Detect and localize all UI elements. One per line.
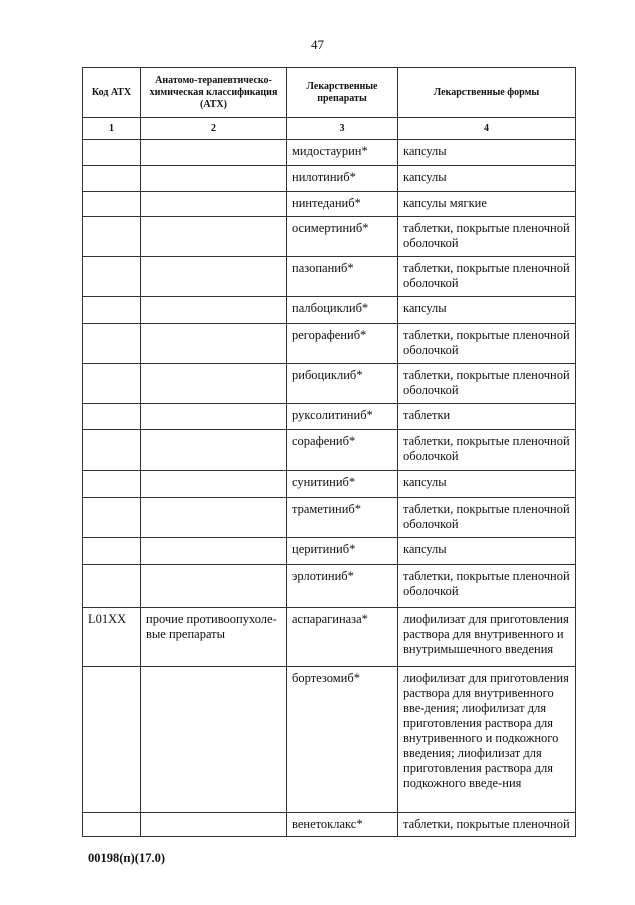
table-row: [83, 538, 576, 565]
atc-code-cell: [83, 192, 141, 217]
classification-cell: [141, 257, 287, 297]
dosage-form-cell: таблетки, покрытые пленочной оболочкой: [398, 324, 576, 364]
classification-cell: [141, 140, 287, 166]
drug-cell: траметиниб*: [287, 498, 398, 538]
classification-cell: [141, 813, 287, 837]
drug-cell: руксолитиниб*: [287, 404, 398, 430]
dosage-form-cell: таблетки, покрытые пленочной оболочкой: [398, 257, 576, 297]
table-row: [83, 217, 576, 257]
atc-code-cell: L01XX: [83, 608, 141, 667]
document-code: 00198(п)(17.0): [88, 851, 165, 865]
table-row: [83, 430, 576, 471]
dosage-form-cell: таблетки, покрытые пленочной оболочкой: [398, 565, 576, 608]
atc-code-cell: [83, 471, 141, 498]
header-dosage-forms: Лекарственные формы: [398, 68, 576, 118]
table-row: [83, 471, 576, 498]
dosage-form-cell: капсулы: [398, 538, 576, 565]
dosage-form-cell: капсулы: [398, 297, 576, 324]
atc-code-cell: [83, 297, 141, 324]
table-row: [83, 166, 576, 192]
atc-code-cell: [83, 166, 141, 192]
drug-cell: палбоциклиб*: [287, 297, 398, 324]
classification-cell: [141, 565, 287, 608]
atc-code-cell: [83, 404, 141, 430]
table-row: [83, 667, 576, 813]
dosage-form-cell: таблетки, покрытые пленочной оболочкой: [398, 498, 576, 538]
classification-cell: [141, 217, 287, 257]
classification-cell: [141, 538, 287, 565]
dosage-form-cell: лиофилизат для приготовления раствора для внутривенного и внутримышечного введения: [398, 608, 576, 667]
classification-cell: [141, 471, 287, 498]
atc-code-cell: [83, 217, 141, 257]
atc-code-cell: [83, 813, 141, 837]
classification-cell: [141, 364, 287, 404]
column-number: 4: [398, 118, 576, 140]
atc-code-cell: [83, 140, 141, 166]
table-row: [83, 140, 576, 166]
atc-code-cell: [83, 430, 141, 471]
dosage-form-cell: таблетки: [398, 404, 576, 430]
classification-cell: [141, 166, 287, 192]
dosage-form-cell: таблетки, покрытые пленочной оболочкой: [398, 217, 576, 257]
table-row: [83, 257, 576, 297]
header-atc-classification: Анатомо-терапевтическо-химическая классификация (АТХ): [141, 68, 287, 118]
classification-cell: [141, 324, 287, 364]
drug-cell: аспарагиназа*: [287, 608, 398, 667]
dosage-form-cell: капсулы: [398, 140, 576, 166]
dosage-form-cell: капсулы: [398, 166, 576, 192]
dosage-form-cell: таблетки, покрытые пленочной оболочкой: [398, 430, 576, 471]
drug-cell: пазопаниб*: [287, 257, 398, 297]
dosage-form-cell: капсулы мягкие: [398, 192, 576, 217]
atc-code-cell: [83, 565, 141, 608]
drug-cell: регорафениб*: [287, 324, 398, 364]
table-header-row: [83, 68, 576, 118]
drug-cell: осимертиниб*: [287, 217, 398, 257]
drug-cell: венетоклакс*: [287, 813, 398, 837]
table-row: [83, 297, 576, 324]
drug-cell: церитиниб*: [287, 538, 398, 565]
header-atc-code: Код АТХ: [83, 68, 141, 118]
header-drugs: Лекарственные препараты: [287, 68, 398, 118]
table-row: [83, 565, 576, 608]
dosage-form-cell: таблетки, покрытые пленочной оболочкой: [398, 364, 576, 404]
column-number: 3: [287, 118, 398, 140]
table-row: [83, 324, 576, 364]
drug-cell: бортезомиб*: [287, 667, 398, 813]
table-row: [83, 498, 576, 538]
column-number-row: [83, 118, 576, 140]
drug-cell: сорафениб*: [287, 430, 398, 471]
dosage-form-cell: таблетки, покрытые пленочной: [398, 813, 576, 837]
dosage-form-cell: лиофилизат для приготовления раствора для внутривенного вве-дения; лиофилизат для приготовления раствора для внутривенного и подкожного введения; лиофилизат для приготовления раствора для подкожного введе-ния: [398, 667, 576, 813]
classification-cell: [141, 498, 287, 538]
drug-cell: рибоциклиб*: [287, 364, 398, 404]
classification-cell: [141, 297, 287, 324]
drug-cell: сунитиниб*: [287, 471, 398, 498]
table-row: [83, 404, 576, 430]
drug-cell: эрлотиниб*: [287, 565, 398, 608]
column-number: 2: [141, 118, 287, 140]
table-row: [83, 192, 576, 217]
classification-cell: [141, 192, 287, 217]
atc-code-cell: [83, 667, 141, 813]
classification-cell: прочие противоопухоле-вые препараты: [141, 608, 287, 667]
page-number: 47: [311, 37, 324, 52]
drug-cell: нинтеданиб*: [287, 192, 398, 217]
classification-cell: [141, 667, 287, 813]
column-number: 1: [83, 118, 141, 140]
table-row: [83, 608, 576, 667]
classification-cell: [141, 404, 287, 430]
table-row: [83, 364, 576, 404]
classification-cell: [141, 430, 287, 471]
drug-cell: мидостаурин*: [287, 140, 398, 166]
drug-classification-table: [82, 67, 576, 837]
atc-code-cell: [83, 498, 141, 538]
atc-code-cell: [83, 364, 141, 404]
atc-code-cell: [83, 324, 141, 364]
atc-code-cell: [83, 257, 141, 297]
dosage-form-cell: капсулы: [398, 471, 576, 498]
drug-cell: нилотиниб*: [287, 166, 398, 192]
atc-code-cell: [83, 538, 141, 565]
table-row: [83, 813, 576, 837]
